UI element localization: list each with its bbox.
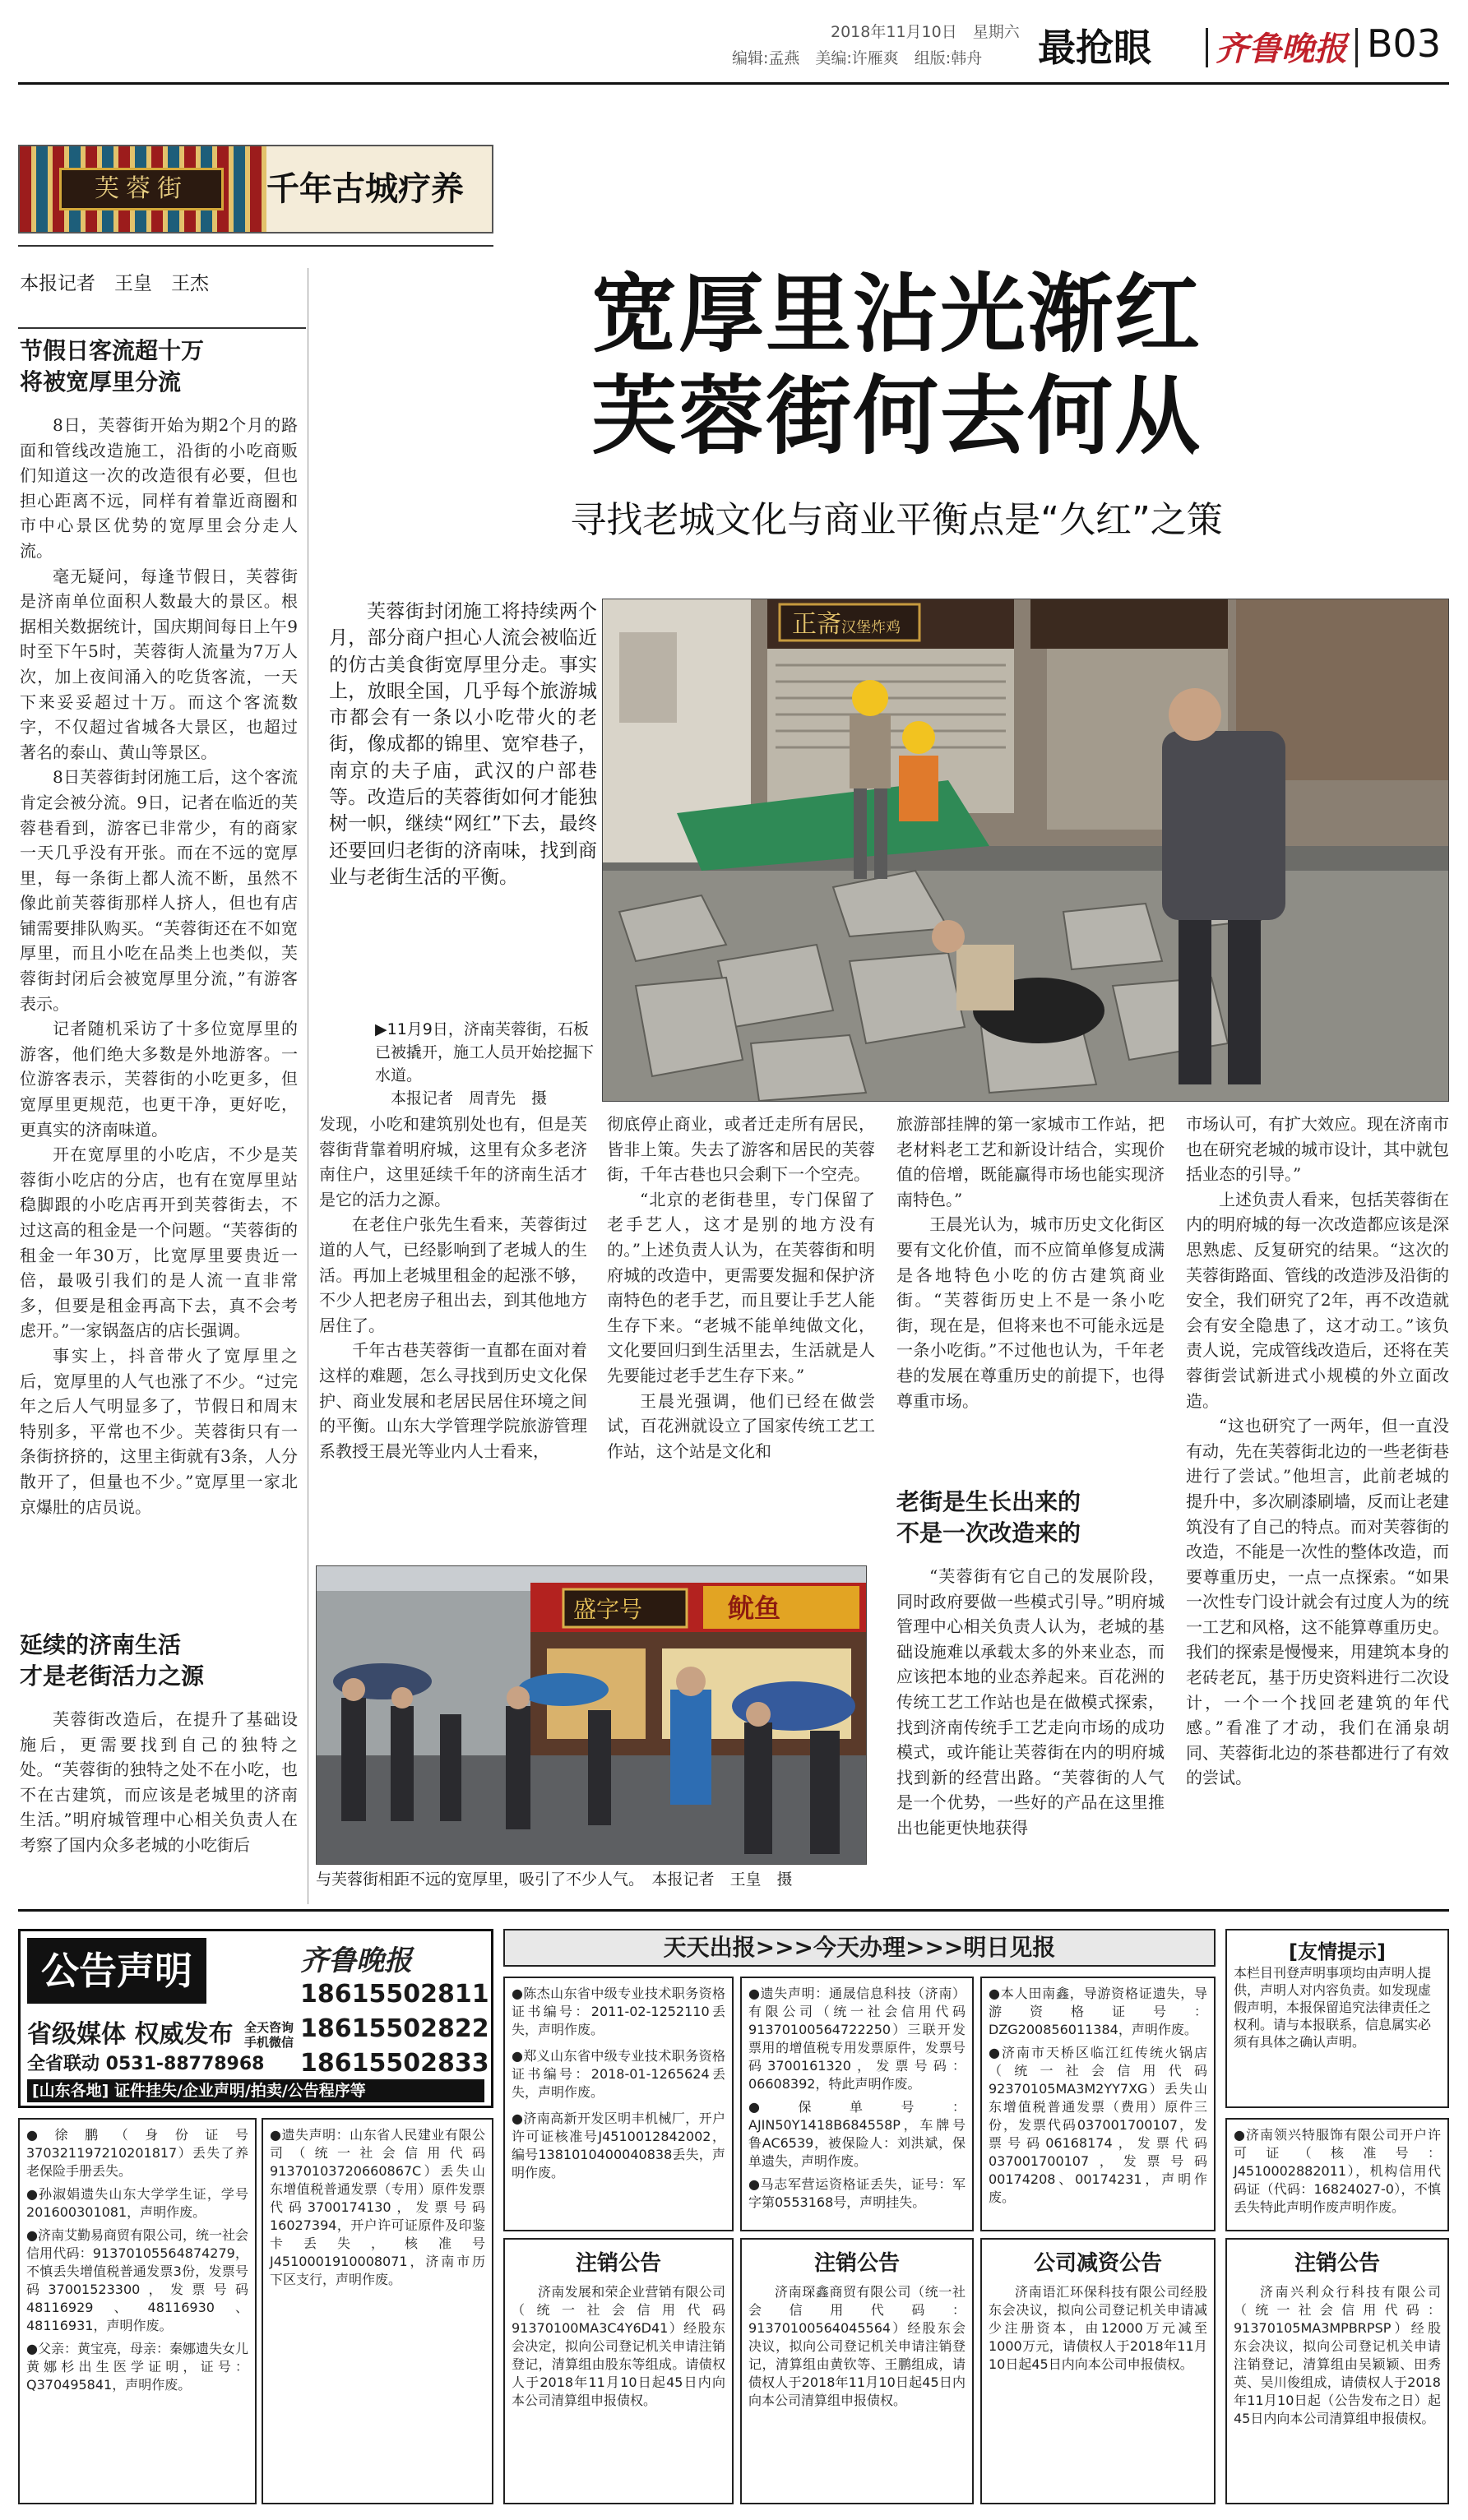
column-1-text xyxy=(20,413,298,1609)
paragraph: 8日芙蓉街封闭施工后，这个客流肯定会被分流。9日，记者在临近的芙蓉巷看到，游客已非常少，有的商家一天几乎没有开张。而在不远的宽厚里，每一条街上都人流不断，虽然不像此前芙蓉街那样人挤人，但也有店铺需要排队购买。“芙蓉街还在不如宽厚里，而且小吃在品类上也类似，芙蓉街封闭后会被宽厚里分流，”有游客表示。 xyxy=(20,767,298,1014)
column-4-text xyxy=(896,1112,1165,1473)
paragraph: 芙蓉街改造后，在提升了基础设施后，更需要找到自己的独特之处。“芙蓉街的独特之处不在小吃，也不在古建筑，而应该是老城里的济南生活。”明府城管理中心相关负责人在考察了国内众多老城的小吃街后 xyxy=(20,1709,298,1855)
column-banner xyxy=(18,145,493,234)
ad-column-f xyxy=(1225,2118,1449,2231)
paragraph: “芙蓉街有它自己的发展阶段，同时政府要做一些模式引导。”明府城管理中心相关负责人认为，老城的基础设施难以承载太多的外来业态，而应该把本地的业态养起来。百花洲的传统工艺工作站也是在做模式探索，找到济南传统手工艺走向市场的成功模式，或许能让芙蓉街在内的明府城找到新的经营出路。“芙蓉街的人气是一个优势，一些好的产品在这里推出也能更快地获得 xyxy=(896,1566,1165,1838)
photo1-caption xyxy=(375,1018,597,1110)
paragraph: 事实上，抖音带火了宽厚里之后，宽厚里的人气也涨了不少。“过完年之后人气明显多了，节假日和周末特别多，平常也不少。芙蓉街只有一条街挤挤的，这里主街就有3条，人分散开了，但量也不少。”宽厚里一家北京爆肚的店员说。 xyxy=(20,1345,298,1517)
masthead-rule xyxy=(18,82,1449,85)
column-4b-text xyxy=(896,1564,1165,1899)
notice-box-1-title: 注销公告 xyxy=(575,2251,661,2276)
section-3-title-line2: 不是一次改造来的 xyxy=(896,1519,1081,1547)
notice-strip: [山东各地] 证件挂失/企业声明/拍卖/公告程序等 xyxy=(27,2079,484,2102)
banner-title: 千年古城疗养 xyxy=(266,169,464,208)
ad-item: ●遗失声明：山东省人民建业有限公司（统一社会信用代码91370103720660867C）丢失山东增值税普通发票（专用）原件发票代码3700174130，发票号码16027394，开户许可证原件及印鉴卡丢失，核准号J4510001910008071，济南市历下区支行，声明作废。 xyxy=(270,2127,485,2287)
shop-sign-text-2: 汉堡炸鸡 xyxy=(841,619,901,636)
notice-box-2-text: 济南琛鑫商贸有限公司（统一社会信用代码：91370100564045564）经股东会决议，拟向公司登记机关申请注销登记，清算组由黄钦等、王鹏组成，请债权人于2018年11月10日起45日内向本公司清算组申报债权。 xyxy=(748,2284,966,2408)
section-3-title xyxy=(896,1487,1165,1549)
paragraph: 旅游部挂牌的第一家城市工作站，把老材料老工艺和新设计结合，实现价值的倍增，既能赢得市场也能实现济南特色。” xyxy=(896,1114,1165,1209)
notice-line-2: 全省联动 0531-88778968 xyxy=(27,2054,265,2074)
section-3-title-line1: 老街是生长出来的 xyxy=(896,1488,1081,1515)
paragraph: 在老住户张先生看来，芙蓉街过道的人气，已经影响到了老城人的生活。再加上老城里租金的起涨不够，不少人把老房子租出去，到其他地方居住了。 xyxy=(319,1214,587,1335)
section-rule xyxy=(18,327,306,329)
column-3-text xyxy=(607,1112,875,1559)
notice-box-4-text: 济南兴利众行科技有限公司（统一社会信用代码：91370105MA3MPBRPSP）经股东会决议，拟向公司登记机关申请注销登记，清算组由吴颖颖、田秀英、吴川俊组成，请债权人于2018年11月10日起（公告发布之日）起45日内向本公司清算组申报债权。 xyxy=(1234,2284,1441,2426)
ad-item: ●马志军营运资格证丢失，证号：军字第0553168号，声明挂失。 xyxy=(748,2176,966,2210)
ad-item: ●济南市天桥区临江红传统火锅店（统一社会信用代码92370105MA3M2YY7XG）丢失山东增值税普通发票（费用）原件三份，发票代码037001700107，发票号码06168174，发票代码037001700107，发票号码00174208、00174231，声明作废。 xyxy=(989,2045,1207,2205)
ad-item: ●济南艾勤易商贸有限公司，统一社会信用代码：91370105564874279，不慎丢失增值税普通发票3份，发票号码37001523300，发票号码48116929、48116930、48116931，声明作废。 xyxy=(26,2227,248,2333)
friendly-tip-box xyxy=(1225,1929,1449,2108)
ad-item: ●济南高新开发区明丰机械厂，开户许可证核准号J4510012842002，编号1381010400040838丢失，声明作废。 xyxy=(512,2111,725,2180)
masthead-divider xyxy=(1206,28,1208,67)
ad-item: ●本人田南鑫，导游资格证遗失，导游资格证号：DZG200856011384，声明作废。 xyxy=(989,1986,1207,2037)
section-2-title xyxy=(20,1630,299,1692)
paragraph: 发现，小吃和建筑别处也有，但是芙蓉街背靠着明府城，这里有众多老济南住户，这里延续千年的济南生活才是它的活力之源。 xyxy=(319,1114,587,1209)
notice-box-3-title: 公司减资公告 xyxy=(1033,2251,1162,2276)
editor-line: 编辑:孟燕 美编:许雁爽 组版:韩舟 xyxy=(732,49,983,67)
ad-column-b xyxy=(262,2118,493,2504)
paragraph: 彻底停止商业，或者迁走所有居民，皆非上策。失去了游客和居民的芙蓉街，千年古巷也只会剩下一个空壳。 xyxy=(607,1114,875,1185)
paragraph: 开在宽厚里的小吃店，不少是芙蓉街小吃店的分店，也有在宽厚里站稳脚跟的小吃店再开到芙蓉街去，不过这高的租金是一个问题。“芙蓉街的租金一年30万，比宽厚里要贵近一倍，最吸引我们的是人流一直非常多，但要是租金再高下去，真不会考虑开。”一家锅盔店的店长强调。 xyxy=(20,1144,298,1341)
ads-header-strip: 天天出报>>>今天办理>>>明日见报 xyxy=(503,1929,1216,1967)
shop-sign-2b-text: 鱿鱼 xyxy=(728,1593,781,1624)
ad-item: ●遗失声明：通晟信息科技（济南）有限公司（统一社会信用代码91370100564722250）三联开发票用的增值税专用发票原件，发票号码3700161320，发票号码：06608392，特此声明作废。 xyxy=(748,1986,966,2092)
notice-box-2-title: 注销公告 xyxy=(813,2251,900,2276)
section-2-title-line1: 延续的济南生活 xyxy=(20,1631,182,1658)
headline-subtitle: 寻找老城文化与商业平衡点是“久红”之策 xyxy=(570,499,1223,541)
notice-box-3-text: 济南语汇环保科技有限公司经股东会决议，拟向公司登记机关申请减少注册资本，由12000万元减至1000万元，请债权人于2018年11月10日起45日内向本公司申报债权。 xyxy=(989,2284,1207,2372)
paragraph: 记者随机采访了十多位宽厚里的游客，他们绝大多数是外地游客。一位游客表示，芙蓉街的小吃更多，但宽厚里更规范，也更干净，更好吃，更真实的济南味道。 xyxy=(20,1019,298,1140)
notice-logo: 齐鲁晚报 xyxy=(300,1944,412,1977)
crowd-photo xyxy=(316,1565,867,1865)
phone-number[interactable]: 18615502833 xyxy=(300,2049,489,2078)
notice-title: 公告声明 xyxy=(27,1938,206,2004)
page-number: B03 xyxy=(1367,21,1442,66)
notice-side-label-1: 全天咨询 xyxy=(244,2020,294,2035)
photo1-caption-credit: 本报记者 周青先 摄 xyxy=(391,1089,548,1107)
section-title: 最抢眼 xyxy=(1038,25,1151,70)
friendly-tip-title: [友情提示] xyxy=(1289,1940,1386,1963)
section-1-title-line1: 节假日客流超十万 xyxy=(20,337,205,364)
paragraph: 上述负责人看来，包括芙蓉街在内的明府城的每一次改造都应该是深思熟虑、反复研究的结果。“这次的芙蓉街路面、管线的改造涉及沿街的安全，我们研究了2年，再不改造就会有安全隐患了，这才动工。”该负责人说，完成管线改造后，还将在芙蓉街尝试新进式小规模的外立面改造。 xyxy=(1186,1189,1449,1411)
section-1-title xyxy=(20,335,299,398)
notice-box-1 xyxy=(503,2238,734,2504)
photo1-caption-text: ▶11月9日，济南芙蓉街，石板已被撬开，施工人员开始挖掘下水道。 xyxy=(375,1020,595,1084)
ad-item: ●郑义山东省中级专业技术职务资格证书编号：2018-01-1265624丢失，声明作废。 xyxy=(512,2048,725,2100)
paragraph: 王晨光强调，他们已经在做尝试，百花洲就设立了国家传统工艺工作站，这个站是文化和 xyxy=(607,1390,875,1461)
notice-phones xyxy=(300,1977,489,2081)
phone-number[interactable]: 18615502811 xyxy=(300,1980,489,2009)
date-line: 2018年11月10日 星期六 xyxy=(831,23,1020,41)
lead-paragraph: 芙蓉街封闭施工将持续两个月，部分商户担心人流会被临近的仿古美食街宽厚里分走。事实上，放眼全国，几乎每个旅游城市都会有一条以小吃带火的老街，像成都的锦里、宽窄巷子，南京的夫子庙，武汉的户部巷等。改造后的芙蓉街如何才能独树一帜，继续“网红”下去，最终还要回归老街的济南味，找到商业与老街生活的平衡。 xyxy=(329,601,597,888)
ad-column-c xyxy=(503,1977,734,2231)
paragraph: “这也研究了一两年，但一直没有动，先在芙蓉街北边的一些老街巷进行了尝试。”他坦言，此前老城的提升中，多次刷漆刷墙，反而让老建筑没有了自己的特点。而对芙蓉街的改造，不能是一次性的整体改造，而要尊重历史，一点一点探索。“如果一次性专门设计就会有过度人为的统一工艺和风格，这不能算尊重历史。我们的探索是慢慢来，用建筑本身的老砖老瓦，基于历史资料进行二次设计，一个一个找回老建筑的年代感。”看准了才动，我们在涌泉胡同、芙蓉街北边的茶巷都进行了有效的尝试。 xyxy=(1186,1416,1449,1788)
shop-sign-2-text: 盛字号 xyxy=(573,1596,643,1623)
photo2-caption: 与芙蓉街相距不远的宽厚里，吸引了不少人气。 本报记者 王皇 摄 xyxy=(316,1870,793,1889)
paragraph: 市场认可，有扩大效应。现在济南市也在研究老城的城市设计，其中就包括业态的引导。” xyxy=(1186,1114,1449,1185)
ad-item: ●孙淑娟遗失山东大学学生证，学号201600301081，声明作废。 xyxy=(26,2186,248,2220)
construction-photo xyxy=(602,599,1449,1102)
newspaper-logo: 齐鲁晚报 xyxy=(1216,30,1347,68)
phone-number[interactable]: 18615502822 xyxy=(300,2014,489,2043)
ad-item: ●陈杰山东省中级专业技术职务资格证书编号：2011-02-1252110丢失，声明作废。 xyxy=(512,1986,725,2037)
notice-line-1: 省级媒体 权威发布 xyxy=(27,2020,234,2049)
masthead-divider-2 xyxy=(1355,28,1358,67)
notice-header-box xyxy=(18,1929,493,2108)
byline: 本报记者 王皇 王杰 xyxy=(20,273,209,294)
column-2-text xyxy=(319,1112,587,1559)
notice-box-3 xyxy=(980,2238,1216,2504)
ad-item: ●济南领兴特服饰有限公司开户许可证（核准号：J4510002882011），机构信用代码证（代码：16824027-0），不慎丢失特此声明作废声明作废。 xyxy=(1234,2127,1441,2215)
paragraph: 8日，芙蓉街开始为期2个月的路面和管线改造施工，沿街的小吃商贩们知道这一次的改造很有必要，但也担心距离不远，同样有着靠近商圈和市中心景区优势的宽厚里会分走人流。 xyxy=(20,415,298,561)
paragraph: 千年古巷芙蓉街一直都在面对着这样的难题，怎么寻找到历史文化保护、商业发展和老居民居住环境之间的平衡。山东大学管理学院旅游管理系教授王晨光等业内人士看来， xyxy=(319,1340,587,1461)
notice-box-2 xyxy=(740,2238,974,2504)
section-2-title-line2: 才是老街活力之源 xyxy=(20,1662,205,1690)
shop-sign-text: 正斋 xyxy=(792,610,841,639)
ad-item: ●父亲：黄宝亮，母亲：秦娜遗失女儿黄娜杉出生医学证明，证号：Q370495841，声明作废。 xyxy=(26,2341,248,2393)
friendly-tip-text: 本栏目刊登声明事项均由声明人提供，声明人对内容负责。如发现虚假声明，本报保留追究法律责任之权利。请与本报联系，信息属实必须有具体之确认声明。 xyxy=(1234,1965,1432,2050)
notice-box-1-text: 济南发展和荣企业营销有限公司（统一社会信用代码91370100MA3C4Y6D41）经股东会决定，拟向公司登记机关申请注销登记，清算组由股东等组成。请债权人于2018年11月10日起45日内向本公司清算组申报债权。 xyxy=(512,2284,725,2408)
paragraph: 毫无疑问，每逢节假日，芙蓉街是济南单位面积人数最大的景区。根据相关数据统计，国庆期间每日上午9时至下午5时，芙蓉街人流量为7万人次，加上夜间涌入的吃货客流，一天下来妥妥超过十万。而这个客流数字，不仅超过省城各大景区，也超过著名的泰山、黄山等景区。 xyxy=(20,566,298,762)
paragraph: “北京的老街巷里，专门保留了老手艺人，这才是别的地方没有的。”上述负责人认为，在芙蓉街和明府城的改造中，更需要发掘和保护济南特色的老手艺，而且要让手艺人能生存下来。“老城不能单纯做文化，文化要回归到生活里去，生活就是人先要能过老手艺生存下来。” xyxy=(607,1189,875,1385)
paragraph: 王晨光认为，城市历史文化街区要有文化价值，而不应简单修复成满是各地特色小吃的仿古建筑商业街。“芙蓉街历史上不是一条小吃街，现在是，但将来也不可能永远是一条小吃街。”不过他也认为，千年老巷的发展在尊重历史的前提下，也得尊重市场。 xyxy=(896,1214,1165,1411)
ad-column-e xyxy=(980,1977,1216,2231)
ads-top-rule xyxy=(18,1909,1449,1912)
crowd-photo-illustration xyxy=(317,1566,867,1865)
headline-line-2: 芙蓉街何去何从 xyxy=(590,366,1202,466)
ad-item: ●徐鹏（身份证号370321197210201817）丢失了养老保险手册丢失。 xyxy=(26,2127,248,2179)
headline-line-1: 宽厚里沾光渐红 xyxy=(590,264,1202,364)
ad-item: ●保单号：AJIN50Y1418B684558P，车牌号鲁AC6539，被保险人：刘洪斌，保单遗失，声明作废。 xyxy=(748,2099,966,2169)
notice-box-4-title: 注销公告 xyxy=(1294,2251,1380,2276)
column-5-text xyxy=(1186,1112,1449,1899)
notice-box-4 xyxy=(1225,2238,1449,2504)
notice-side-label-2: 手机微信 xyxy=(244,2035,294,2050)
ad-column-a xyxy=(18,2118,257,2504)
construction-photo-illustration xyxy=(603,599,1449,1102)
banner-rule xyxy=(18,245,493,247)
section-1-title-line2: 将被宽厚里分流 xyxy=(20,368,182,395)
notice-side-label xyxy=(244,2020,295,2050)
column-1b-text xyxy=(20,1707,298,1894)
banner-sign: 芙蓉街 xyxy=(59,168,224,210)
ad-column-d xyxy=(740,1977,974,2231)
